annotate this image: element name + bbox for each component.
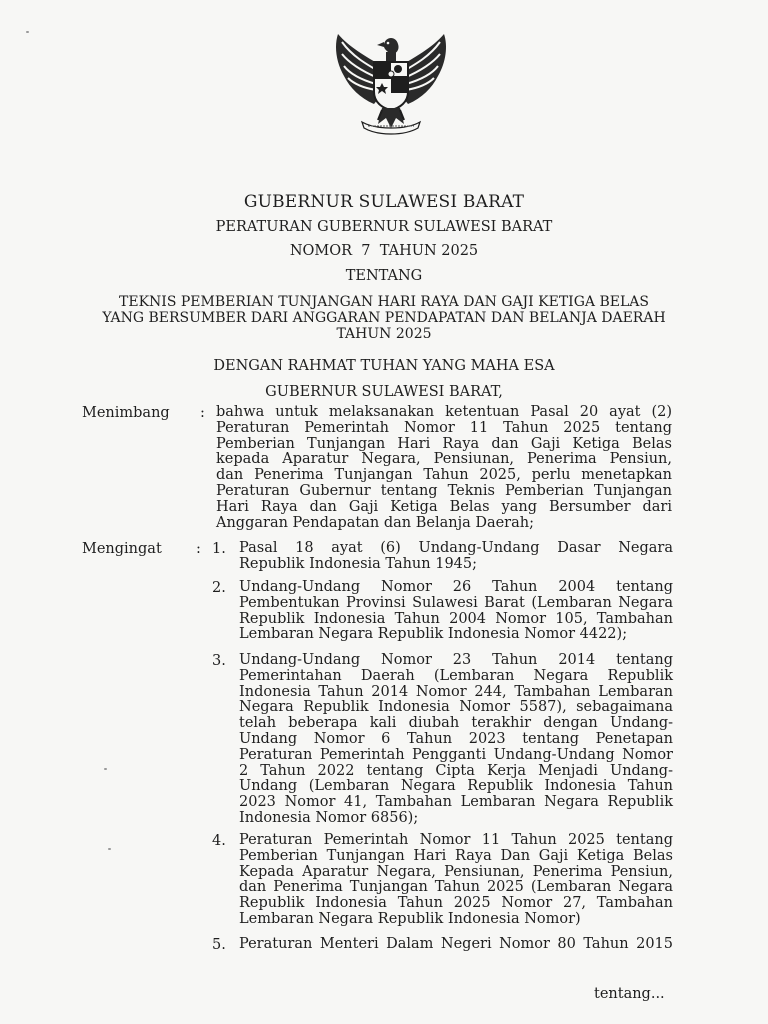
regulation-title: PERATURAN GUBERNUR SULAWESI BARAT [215,219,553,235]
text-line: Undang Nomor 6 Tahun 2023 tentang Penetapan [239,730,673,747]
text-line: Negara Republik Indonesia Nomor 5587), sebagaimana [239,699,673,716]
text-line: Republik Indonesia Tahun 2004 Nomor 105, Tambahan [239,610,673,627]
text-line: Lembaran Negara Republik Indonesia Nomor) [239,910,581,927]
text-line: Peraturan Pemerintah Nomor 11 Tahun 2025 tentang [239,832,673,848]
scan-speck [26,31,29,33]
mengingat-item-5 [239,937,673,953]
text-line: Pembentukan Provinsi Sulawesi Barat (Lembaran Negara [239,594,673,611]
text-line: Lembaran Negara Republik Indonesia Nomor 4422); [239,626,628,643]
text-line: Indonesia Tahun 2014 Nomor 244, Tambahan Lembaran [239,683,673,700]
governor-line: GUBERNUR SULAWESI BARAT, [265,384,503,400]
text-line: Kepada Aparatur Negara, Pensiunan, Penerima Pensiun, [239,863,673,880]
text-line: Peraturan Gubernur tentang Teknis Pemberian Tunjangan [216,482,672,499]
text-line: Pemerintahan Daerah (Lembaran Negara Republik [239,667,673,684]
text-line: Hari Raya dan Gaji Ketiga Belas yang Bersumber dari [216,498,672,515]
text-line: dan Penerima Tunjangan Tahun 2025, perlu menetapkan [216,467,672,484]
item-number: 4. [212,833,226,849]
text-line: Pemberian Tunjangan Hari Raya dan Gaji Ketiga Belas [216,435,672,452]
item-number: 3. [212,653,226,669]
text-line: Peraturan Menteri Dalam Negeri Nomor 80 Tahun 2015 [239,936,673,952]
text-line: Peraturan Pemerintah Nomor 11 Tahun 2025 tentang [216,419,672,436]
text-line: Indonesia Nomor 6856); [239,809,419,826]
text-line: Undang (Lembaran Negara Republik Indonesia Tahun [239,778,673,795]
text-line: telah beberapa kali diubah terakhir dengan Undang- [239,715,673,732]
mengingat-item-1 [239,541,673,573]
text-line: Peraturan Pemerintah Pengganti Undang-Undang Nomor [239,746,673,763]
about-heading: TENTANG [345,268,423,284]
text-line: Anggaran Pendapatan dan Belanja Daerah; [216,514,534,531]
menimbang-colon: : [200,405,205,421]
subject-line: YANG BERSUMBER DARI ANGGARAN PENDAPATAN DAN BELANJA DAERAH [102,310,666,326]
regulation-subject [60,294,708,342]
text-line: Republik Indonesia Tahun 2025 Nomor 27, Tambahan [239,895,673,912]
grace-line: DENGAN RAHMAT TUHAN YANG MAHA ESA [213,358,555,374]
menimbang-label: Menimbang [82,405,170,421]
text-line: Undang-Undang Nomor 23 Tahun 2014 tentang [239,652,673,668]
item-number: 1. [212,541,226,557]
item-number: 5. [212,937,226,953]
scan-speck [104,768,107,770]
text-line: 2 Tahun 2022 tentang Cipta Kerja Menjadi Undang- [239,762,673,779]
text-line: Pasal 18 ayat (6) Undang-Undang Dasar Negara [239,540,673,556]
text-line: dan Penerima Tunjangan Tahun 2025 (Lembaran Negara [239,879,673,896]
text-line: Undang-Undang Nomor 26 Tahun 2004 tentang [239,579,673,595]
subject-line: TEKNIS PEMBERIAN TUNJANGAN HARI RAYA DAN GAJI KETIGA BELAS [119,294,649,310]
text-line: 2023 Nomor 41, Tambahan Lembaran Negara Republik [239,794,673,811]
mengingat-item-3 [239,653,673,827]
garuda-emblem-icon [328,28,454,140]
mengingat-item-4 [239,833,673,928]
text-line: kepada Aparatur Negara, Pensiunan, Penerima Pensiun, [216,451,672,468]
mengingat-colon: : [196,541,201,557]
mengingat-item-2 [239,580,673,643]
mengingat-label: Mengingat [82,541,162,557]
text-line: Pemberian Tunjangan Hari Raya Dan Gaji Ketiga Belas [239,847,673,864]
scan-speck [108,848,111,850]
subject-line: TAHUN 2025 [336,326,432,342]
text-line: Republik Indonesia Tahun 1945; [239,555,478,572]
menimbang-text [216,405,672,531]
governor-title: GUBERNUR SULAWESI BARAT [243,192,525,212]
text-line: bahwa untuk melaksanakan ketentuan Pasal 20 ayat (2) [216,404,672,420]
continuation-text: tentang... [594,986,665,1002]
regulation-number: NOMOR 7 TAHUN 2025 [289,243,479,259]
item-number: 2. [212,580,226,596]
